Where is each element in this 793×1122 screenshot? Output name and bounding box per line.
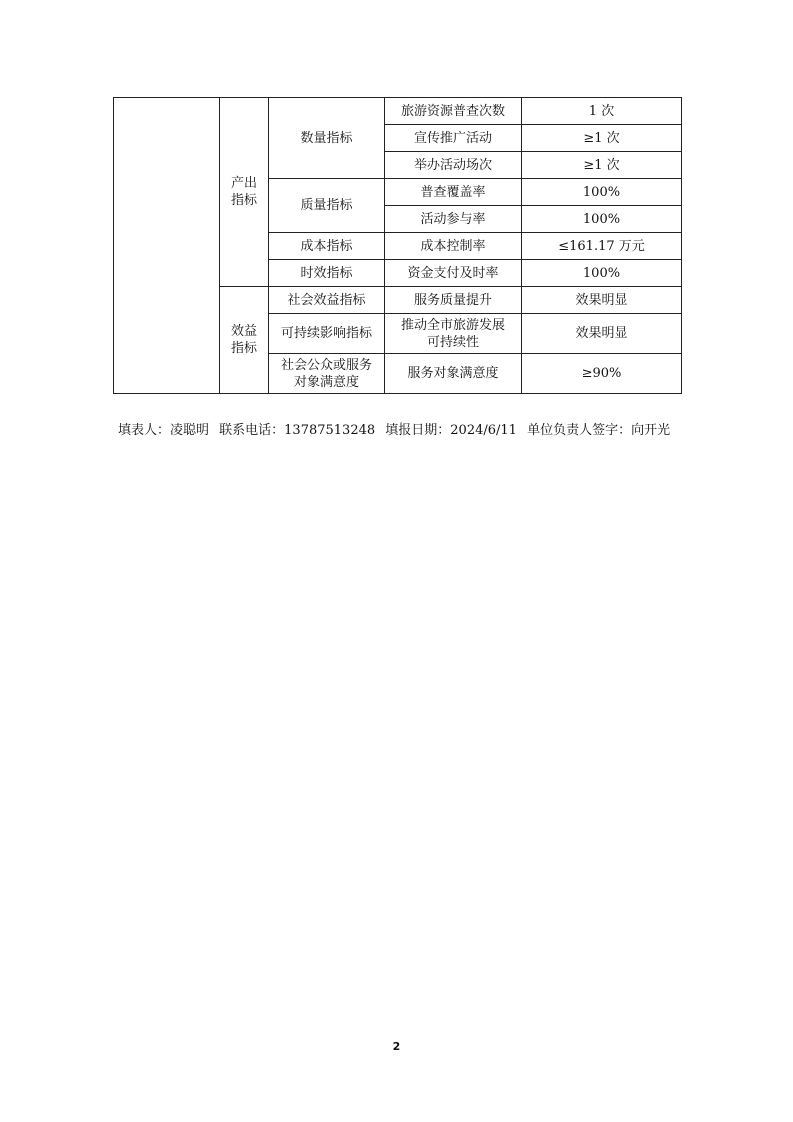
filler-name: 填表人：凌聪明	[118, 423, 210, 438]
value-cell: 100%	[522, 206, 682, 233]
benefit-category-cell: 效益 指标	[220, 287, 269, 394]
indicator-cell: 举办活动场次	[385, 152, 522, 179]
value-cell: ≥90%	[522, 354, 682, 394]
sustainable-impact-label: 可持续影响指标	[269, 314, 385, 354]
table-row	[114, 98, 682, 125]
quantity-indicator-label: 数量指标	[269, 98, 385, 179]
value-cell: ≤161.17 万元	[522, 233, 682, 260]
satisfaction-label: 社会公众或服务 对象满意度	[269, 354, 385, 394]
value-cell: 1 次	[522, 98, 682, 125]
value-cell: ≥1 次	[522, 152, 682, 179]
fill-date: 填报日期：2024/6/11	[385, 423, 517, 438]
output-category-cell: 产出 指标	[220, 98, 269, 287]
value-cell: 100%	[522, 260, 682, 287]
quality-indicator-label: 质量指标	[269, 179, 385, 233]
value-cell: 效果明显	[522, 287, 682, 314]
indicator-cell: 活动参与率	[385, 206, 522, 233]
indicator-cell: 普查覆盖率	[385, 179, 522, 206]
value-cell: 效果明显	[522, 314, 682, 354]
page-number: 2	[392, 1040, 401, 1053]
social-benefit-label: 社会效益指标	[269, 287, 385, 314]
indicator-cell: 宣传推广活动	[385, 125, 522, 152]
indicator-cell: 推动全市旅游发展 可持续性	[385, 314, 522, 354]
indicator-cell: 服务质量提升	[385, 287, 522, 314]
unit-head-signature: 单位负责人签字：向开光	[527, 423, 671, 438]
indicator-cell: 旅游资源普查次数	[385, 98, 522, 125]
indicator-cell: 成本控制率	[385, 233, 522, 260]
contact-phone: 联系电话：13787513248	[219, 423, 376, 438]
blank-first-column-cell	[114, 98, 220, 394]
timeliness-indicator-label: 时效指标	[269, 260, 385, 287]
indicator-cell: 服务对象满意度	[385, 354, 522, 394]
indicator-cell: 资金支付及时率	[385, 260, 522, 287]
value-cell: 100%	[522, 179, 682, 206]
cost-indicator-label: 成本指标	[269, 233, 385, 260]
form-footer	[118, 422, 688, 440]
performance-indicator-table	[113, 97, 682, 394]
value-cell: ≥1 次	[522, 125, 682, 152]
